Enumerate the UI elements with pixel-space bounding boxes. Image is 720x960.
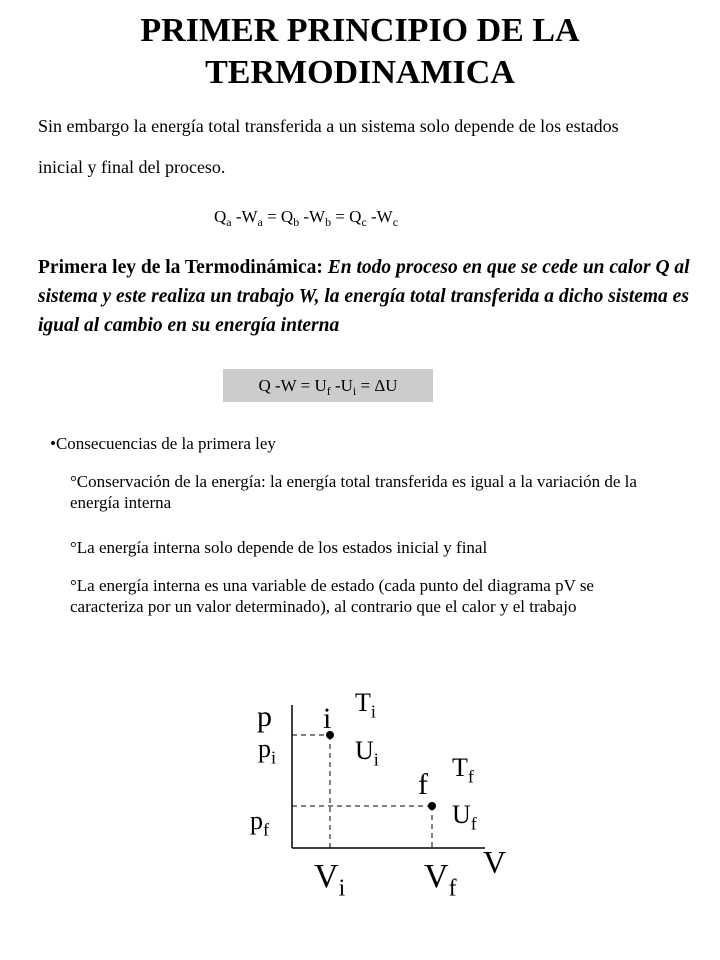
- vf-label: $V_f$: [424, 858, 457, 902]
- title-line-2: TERMODINAMICA: [205, 54, 515, 91]
- p-axis-label: p: [257, 700, 272, 733]
- consequences-heading: •Consecuencias de la primera ley: [50, 434, 276, 453]
- pf-label: $p_f$: [250, 806, 270, 840]
- first-law-label: Primera ley de la Termodinámica:: [38, 257, 323, 278]
- consequence-item: °La energía interna es una variable de estado (cada punto del diagrama pV se caracteriza por un valor determinado), al contrario que el calor y el trabajo: [70, 576, 594, 616]
- pi-label: $p_i$: [258, 734, 277, 768]
- first-law-text: En todo proceso en que se cede un calor Q al sistema y este realiza un trabajo W, la energía total transferida a dicho sistema es igual al cambio en su energía interna: [38, 257, 690, 336]
- consequence-item: °Conservación de la energía: la energía total transferida es igual a la variación de la energía interna: [70, 472, 637, 512]
- v-axis-label: V: [483, 844, 507, 880]
- state-f-label: f: [418, 768, 428, 801]
- consequence-item: °La energía interna solo depende de los estados inicial y final: [70, 538, 488, 557]
- vi-label: $V_i$: [314, 858, 346, 902]
- ui-label: $U_i$: [355, 736, 379, 770]
- intro-line-1: Sin embargo la energía total transferida a un sistema solo depende de los estados: [38, 116, 619, 136]
- uf-label: $U_f$: [452, 800, 477, 834]
- state-f-point: [428, 802, 436, 810]
- state-i-label: i: [323, 702, 332, 735]
- intro-line-2: inicial y final del proceso.: [38, 157, 226, 177]
- title-line-1: PRIMER PRINCIPIO DE LA: [140, 12, 580, 49]
- equation-path-independence: $Q_a$ $-W_a = Q_b$ $-W_b = Q_c$ $-W_c$: [214, 207, 398, 230]
- first-law-equation: Q $-W = U_f$ $-U_i = \Delta U$: [223, 369, 433, 402]
- ti-label: $T_i$: [355, 688, 376, 722]
- tf-label: $T_f$: [452, 753, 474, 787]
